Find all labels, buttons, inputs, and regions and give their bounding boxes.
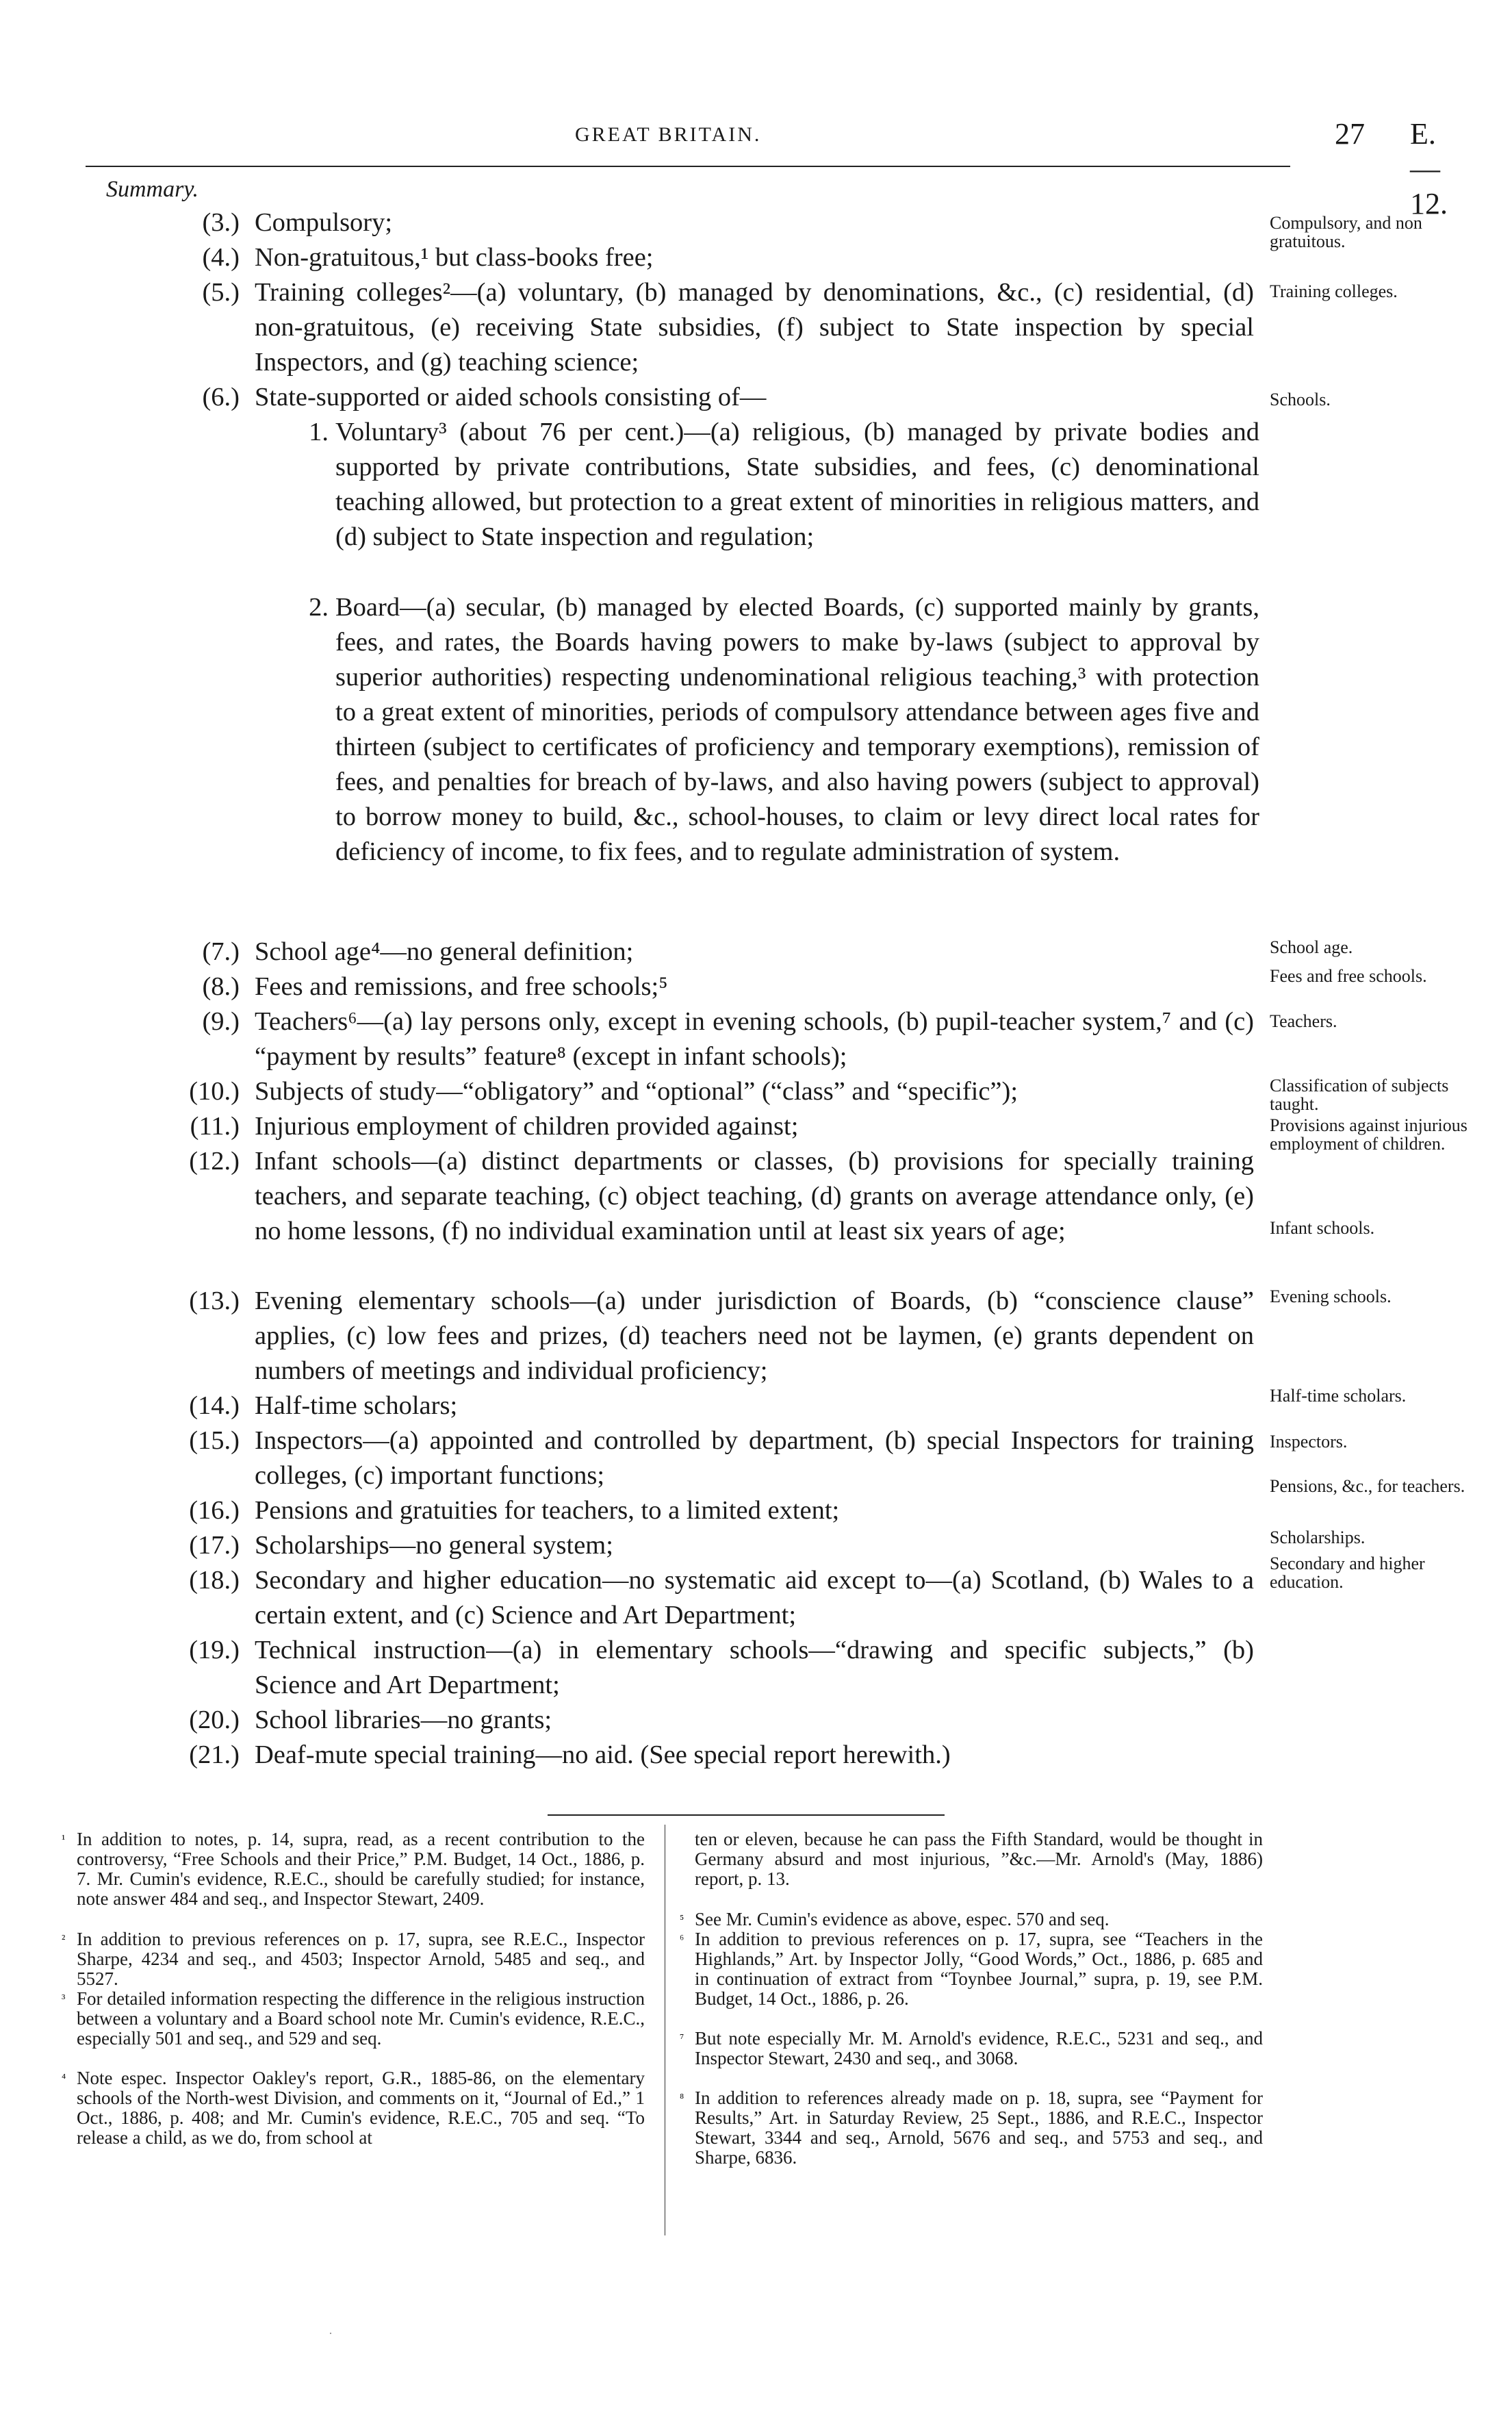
- item-number: (19.): [189, 1636, 240, 1664]
- footnote-mark: ¹: [62, 1832, 66, 1846]
- margin-note: Compulsory, and non gratuitous.: [1270, 213, 1422, 251]
- item-text: Voluntary³ (about 76 per cent.)—(a) religious, (b) managed by private bodies and supported by private contributions, State subsidies, and fees, (c) denominational teaching allowed, but protection to a great extent of minorities in religious matters, and (d) subject to State inspection and regulation;: [335, 418, 1259, 551]
- header-title: GREAT BRITAIN.: [575, 123, 762, 146]
- margin-note: Classification of subjects taught.: [1270, 1076, 1449, 1114]
- item-text: School age⁴—no general definition;: [255, 937, 634, 966]
- footnote: [680, 1909, 1263, 1929]
- item-number: (12.): [189, 1147, 240, 1176]
- page-number: 27: [1335, 117, 1365, 151]
- item-text: Infant schools—(a) distinct departments or classes, (b) provisions for specially training teachers, and separate teaching, (c) object teaching, (d) grants on average attendance only, (e) no home lessons, (f) no individual examination until at least six years of age;: [255, 1147, 1254, 1245]
- item-number: (3.): [202, 208, 240, 237]
- item-number: (9.): [202, 1007, 240, 1036]
- footnote-text: See Mr. Cumin's evidence as above, espec. 570 and seq.: [695, 1909, 1110, 1929]
- item-text: Board—(a) secular, (b) managed by elected Boards, (c) supported mainly by grants, fees, and rates, the Boards having powers to make by-laws (subject to approval by superior authorities) respecting undenominational religious teaching,³ with protection to a great extent of minorities, periods of compulsory attendance between ages five and thirteen (subject to certificates of proficiency and temporary exemptions), remission of fees, and penalties for breach of by-laws, and also having powers (subject to approval) to borrow money to build, &c., school-houses, to claim or levy direct local rates for deficiency of income, to fix fees, and to regulate administration of system.: [335, 593, 1259, 866]
- document-reference: E.—12.: [1410, 117, 1448, 220]
- footnote-mark: ⁴: [62, 2071, 66, 2085]
- footnote-text: In addition to previous references on p. 17, supra, see “Teachers in the Highlands,” Art. by Inspector Jolly, “Good Words,” Oct., 1886, p. 685 and in continuation of extract from “Toynbee Journal,” supra, p. 19, see P.M. Budget, 14 Oct., 1886, p. 26.: [695, 1929, 1263, 2009]
- item-text: Fees and remissions, and free schools;⁵: [255, 972, 668, 1001]
- item-text: Teachers⁶—(a) lay persons only, except in evening schools, (b) pupil-teacher system,⁷ and (c) “payment by results” feature⁸ (except in infant schools);: [255, 1007, 1254, 1071]
- item-number: (5.): [202, 278, 240, 307]
- margin-note: Fees and free schools.: [1270, 966, 1427, 986]
- footnote: [680, 2028, 1263, 2068]
- item-number: (7.): [202, 937, 240, 966]
- footnote-rule: [548, 1814, 945, 1816]
- item-number: (4.): [202, 243, 240, 272]
- item-text: Injurious employment of children provided against;: [255, 1112, 799, 1141]
- footnote: [62, 1829, 645, 1909]
- item-text: Compulsory;: [255, 208, 393, 237]
- footnote: [695, 1829, 1263, 1889]
- margin-note: Secondary and higher education.: [1270, 1554, 1425, 1592]
- footnote-text: ten or eleven, because he can pass the Fifth Standard, would be thought in Germany absurd and most injurious, ”&c.—Mr. Arnold's (May, 1886) report, p. 13.: [695, 1829, 1263, 1889]
- stray-mark: ·: [329, 2327, 333, 2340]
- item-number: (11.): [190, 1112, 240, 1141]
- item-number: (13.): [189, 1286, 240, 1315]
- item-number: 1.: [309, 418, 329, 446]
- item-text: Training colleges²—(a) voluntary, (b) managed by denominations, &c., (c) residential, (d) non-gratuitous, (e) receiving State subsidies, (f) subject to State inspection by special Inspectors, and (g) teaching science;: [255, 278, 1254, 377]
- margin-note: Teachers.: [1270, 1011, 1337, 1031]
- footnote-mark: ⁵: [680, 1912, 684, 1926]
- footnote-text: Note espec. Inspector Oakley's report, G.R., 1885-86, on the elementary schools of the North-west Division, and comments on it, “Journal of Ed.,” 1 Oct., 1886, p. 408; and Mr. Cumin's evidence, R.E.C., 705 and seq. “To release a child, as we do, from school at: [77, 2068, 645, 2148]
- margin-note: Inspectors.: [1270, 1432, 1348, 1451]
- item-text: Evening elementary schools—(a) under jurisdiction of Boards, (b) “conscience clause” applies, (c) low fees and prizes, (d) teachers need not be laymen, (e) grants dependent on numbers of meetings and individual proficiency;: [255, 1286, 1254, 1385]
- margin-note: Scholarships.: [1270, 1527, 1366, 1547]
- footnote-mark: ⁶: [680, 1932, 684, 1946]
- item-number: (16.): [189, 1496, 240, 1525]
- footnote-text: In addition to previous references on p. 17, supra, see R.E.C., Inspector Sharpe, 4234 and seq., and 4503; Inspector Arnold, 5485 and seq., and 5527.: [77, 1929, 645, 1989]
- item-text: Inspectors—(a) appointed and controlled by department, (b) special Inspectors for training colleges, (c) important functions;: [255, 1426, 1254, 1490]
- item-text: Non-gratuitous,¹ but class-books free;: [255, 243, 654, 272]
- item-number: (18.): [189, 1566, 240, 1595]
- footnote: [680, 2088, 1263, 2168]
- item-text: School libraries—no grants;: [255, 1706, 552, 1734]
- margin-note: School age.: [1270, 937, 1353, 957]
- item-number: (21.): [189, 1740, 240, 1769]
- item-number: (14.): [189, 1391, 240, 1420]
- margin-note: Evening schools.: [1270, 1286, 1392, 1306]
- item-text: Technical instruction—(a) in elementary schools—“drawing and specific subjects,” (b) Science and Art Department;: [255, 1636, 1254, 1699]
- margin-note: Training colleges.: [1270, 281, 1398, 301]
- margin-note: Half-time scholars.: [1270, 1386, 1407, 1406]
- item-number: (15.): [189, 1426, 240, 1455]
- margin-note: Provisions against injurious employment of children.: [1270, 1115, 1468, 1154]
- item-text: Secondary and higher education—no systematic aid except to—(a) Scotland, (b) Wales to a certain extent, and (c) Science and Art Department;: [255, 1566, 1254, 1630]
- footnote: [680, 1929, 1263, 2009]
- footnote-mark: ⁷: [680, 2031, 684, 2045]
- item-number: (10.): [189, 1077, 240, 1106]
- margin-note: Schools.: [1270, 390, 1331, 409]
- footnote-mark: ³: [62, 1992, 66, 2005]
- item-number: (20.): [189, 1706, 240, 1734]
- footnote-text: But note especially Mr. M. Arnold's evidence, R.E.C., 5231 and seq., and Inspector Stewart, 2430 and seq., and 3068.: [695, 2028, 1263, 2068]
- footnote-text: In addition to references already made on p. 18, supra, see “Payment for Results,” Art. in Saturday Review, 25 Sept., 1886, and R.E.C., Inspector Stewart, 3344 and seq., Arnold, 5676 and seq., and 5753 and seq., and Sharpe, 6836.: [695, 2088, 1263, 2168]
- item-number: (8.): [202, 972, 240, 1001]
- footnote-text: For detailed information respecting the difference in the religious instruction between a voluntary and a Board school note Mr. Cumin's evidence, R.E.C., especially 501 and seq., and 529 and seq.: [77, 1988, 645, 2049]
- footnote-text: In addition to notes, p. 14, supra, read, as a recent contribution to the controversy, “Free Schools and their Price,” P.M. Budget, 14 Oct., 1886, p. 7. Mr. Cumin's evidence, R.E.C., should be carefully studied; for instance, note answer 484 and seq., and Inspector Stewart, 2409.: [77, 1829, 645, 1909]
- footnote: [62, 1988, 645, 2049]
- summary-label: Summary.: [106, 177, 199, 202]
- item-text: Deaf-mute special training—no aid. (See special report herewith.): [255, 1740, 951, 1769]
- item-number: (17.): [189, 1531, 240, 1560]
- item-text: Pensions and gratuities for teachers, to a limited extent;: [255, 1496, 840, 1525]
- item-number: 2.: [309, 593, 329, 622]
- footnote-mark: ²: [62, 1932, 66, 1946]
- margin-note: Pensions, &c., for teachers.: [1270, 1476, 1465, 1496]
- footnote: [62, 1929, 645, 1989]
- item-number: (6.): [202, 383, 240, 411]
- footnote: [62, 2068, 645, 2148]
- item-text: Scholarships—no general system;: [255, 1531, 613, 1560]
- header-rule: [86, 166, 1290, 167]
- item-text: State-supported or aided schools consisting of—: [255, 383, 767, 411]
- margin-note: Infant schools.: [1270, 1218, 1375, 1238]
- item-text: Subjects of study—“obligatory” and “optional” (“class” and “specific”);: [255, 1077, 1018, 1106]
- item-text: Half-time scholars;: [255, 1391, 458, 1420]
- footnote-mark: ⁸: [680, 2091, 684, 2105]
